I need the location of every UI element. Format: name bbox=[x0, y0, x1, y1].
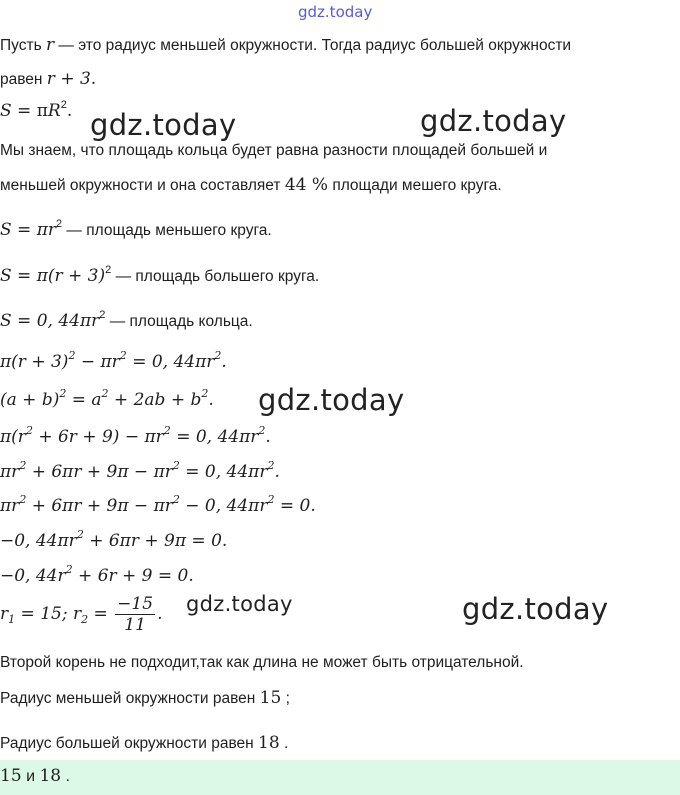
formula-line bbox=[0, 220, 272, 241]
exponent: 2 bbox=[163, 424, 171, 437]
exponent: 2 bbox=[172, 493, 180, 506]
roots-line bbox=[0, 594, 162, 635]
fraction-denominator: 11 bbox=[124, 615, 146, 635]
punct: . bbox=[274, 462, 280, 482]
math-value: 15 bbox=[0, 766, 22, 786]
math-expression: + 6r + 9 = 0. bbox=[72, 566, 194, 586]
punct: . bbox=[221, 352, 227, 372]
equation-line bbox=[0, 349, 227, 372]
fraction bbox=[115, 594, 155, 635]
text-segment: Радиус меньшей окружности равен bbox=[0, 690, 260, 707]
exponent: 2 bbox=[214, 349, 222, 362]
math-expression: S = π(r + 3) bbox=[0, 266, 106, 286]
math-expression: −0, 44πr bbox=[0, 531, 77, 551]
equation-line bbox=[0, 493, 316, 516]
text-segment: Радиус большей окружности равен bbox=[0, 735, 258, 752]
math-expression: = bbox=[88, 604, 114, 624]
exponent: 2 bbox=[25, 424, 33, 437]
exponent: 2 bbox=[60, 99, 67, 111]
watermark: gdz.today bbox=[420, 104, 567, 138]
exponent: 2 bbox=[56, 218, 63, 230]
equation-line bbox=[0, 459, 280, 482]
math-value: 15 bbox=[259, 688, 282, 708]
math-expression: π(r bbox=[0, 427, 26, 447]
equation-line bbox=[0, 387, 214, 410]
punct: . bbox=[66, 101, 73, 121]
exponent: 2 bbox=[105, 264, 112, 276]
math-var: R bbox=[47, 101, 61, 121]
text-segment: меньшей окружности и она составляет bbox=[0, 177, 285, 194]
text-line bbox=[0, 733, 288, 754]
fraction-numerator: −15 bbox=[117, 594, 154, 614]
punct: . bbox=[90, 69, 97, 89]
punct: . bbox=[157, 604, 163, 624]
punct: . bbox=[279, 735, 289, 752]
subscript: 2 bbox=[81, 613, 89, 626]
watermark: gdz.today bbox=[462, 592, 609, 626]
math-expression: + 6r + 9) − πr bbox=[32, 427, 164, 447]
math-expression: − πr bbox=[75, 352, 120, 372]
text-segment: — площадь большего круга. bbox=[111, 268, 320, 285]
math-var: r bbox=[0, 604, 9, 624]
math-value: 44 % bbox=[284, 175, 329, 195]
exponent: 2 bbox=[59, 387, 67, 400]
watermark: gdz.today bbox=[90, 108, 237, 142]
watermark: gdz.today bbox=[258, 383, 405, 417]
math-value: 18 bbox=[39, 766, 62, 786]
exponent: 2 bbox=[68, 349, 76, 362]
exponent: 2 bbox=[201, 387, 209, 400]
math-expression: − 0, 44πr bbox=[179, 496, 268, 516]
math-expression: π(r + 3) bbox=[0, 352, 69, 372]
punct: ; bbox=[281, 690, 290, 707]
math-var: r bbox=[45, 35, 55, 55]
text-segment: площади мешего круга. bbox=[328, 177, 502, 194]
answer-text bbox=[0, 766, 70, 786]
exponent: 2 bbox=[99, 309, 106, 321]
math-expression: = 0, 44πr bbox=[126, 352, 215, 372]
punct: . bbox=[208, 390, 214, 410]
intro-line-2 bbox=[0, 69, 96, 90]
math-expression: πr bbox=[0, 462, 20, 482]
math-expression: + 6πr + 9π = 0. bbox=[83, 531, 228, 551]
equation-line bbox=[0, 528, 228, 551]
math-var: S bbox=[0, 101, 12, 121]
math-expression: = 0, 44πr bbox=[170, 427, 259, 447]
punct: = 0. bbox=[274, 496, 316, 516]
text-segment: Пусть bbox=[0, 37, 46, 54]
exponent: 2 bbox=[19, 459, 27, 472]
equation-line bbox=[0, 424, 271, 447]
answer-box bbox=[0, 760, 680, 795]
watermark: gdz.today bbox=[186, 592, 293, 616]
math-expression: = 0, 44πr bbox=[179, 462, 268, 482]
text-line bbox=[0, 175, 502, 196]
math-expression: = a bbox=[66, 390, 102, 410]
math-expression: = 15; bbox=[15, 604, 73, 624]
punct: . bbox=[61, 768, 70, 785]
math-expression: r + 3 bbox=[46, 69, 91, 89]
area-formula bbox=[0, 101, 72, 121]
formula-line bbox=[0, 266, 319, 287]
text-segment: — это радиус меньшей окружности. Тогда радиус большей окружности bbox=[54, 37, 572, 54]
text-segment: — площадь меньшего круга. bbox=[62, 222, 272, 239]
math-expression: πr bbox=[0, 496, 20, 516]
math-expression: + 2ab + b bbox=[108, 390, 202, 410]
intro-line-1 bbox=[0, 35, 571, 56]
math-expression: + 6πr + 9π − πr bbox=[26, 462, 173, 482]
math-value: 18 bbox=[258, 733, 280, 753]
text-line: Мы знаем, что площадь кольца будет равна разности площадей большей и bbox=[0, 142, 548, 159]
text-line: Второй корень не подходит,так как длина не может быть отрицательной. bbox=[0, 654, 524, 671]
exponent: 2 bbox=[267, 459, 275, 472]
exponent: 2 bbox=[65, 563, 73, 576]
exponent: 2 bbox=[267, 493, 275, 506]
exponent: 2 bbox=[172, 459, 180, 472]
text-segment: и bbox=[21, 768, 40, 785]
text-line bbox=[0, 688, 290, 709]
exponent: 2 bbox=[101, 387, 109, 400]
exponent: 2 bbox=[76, 528, 84, 541]
text-segment: — площадь кольца. bbox=[105, 313, 253, 330]
subscript: 1 bbox=[8, 613, 16, 626]
math-expression: S = πr bbox=[0, 220, 56, 240]
exponent: 2 bbox=[258, 424, 266, 437]
math-expression: S = 0, 44πr bbox=[0, 311, 100, 331]
math-var: r bbox=[72, 604, 82, 624]
exponent: 2 bbox=[19, 493, 27, 506]
exponent: 2 bbox=[119, 349, 127, 362]
math-expression: + 6πr + 9π − πr bbox=[26, 496, 173, 516]
text-segment: равен bbox=[0, 71, 47, 88]
math-expression: = π bbox=[11, 101, 48, 121]
punct: . bbox=[265, 427, 271, 447]
watermark-top: gdz.today bbox=[298, 3, 373, 21]
math-expression: (a + b) bbox=[0, 390, 60, 410]
math-expression: −0, 44r bbox=[0, 566, 66, 586]
equation-line bbox=[0, 563, 194, 586]
formula-line bbox=[0, 311, 253, 332]
